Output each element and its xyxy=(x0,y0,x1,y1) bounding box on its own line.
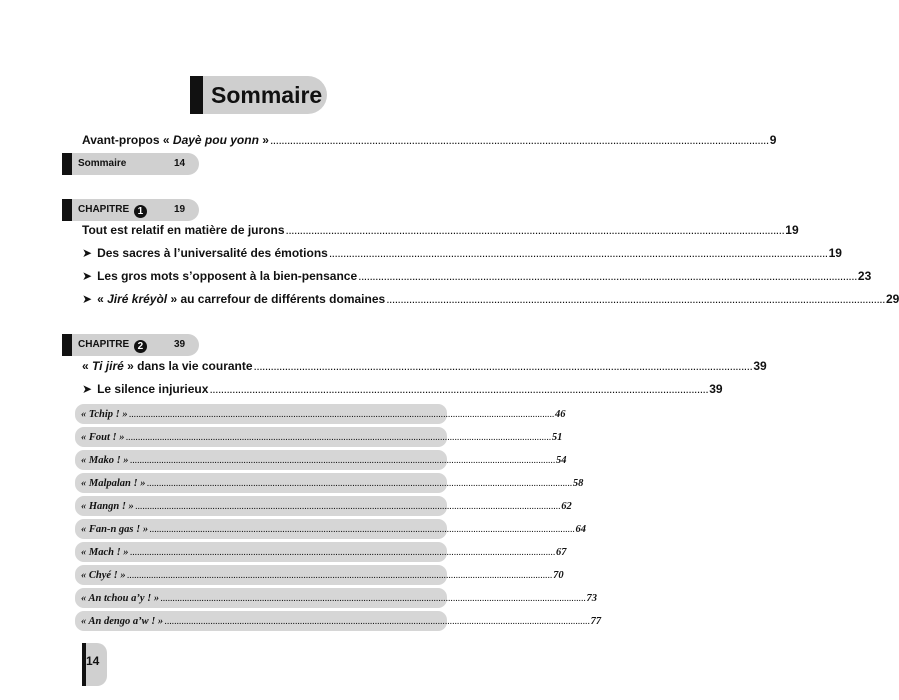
entry-label: « An tchou a’y ! » xyxy=(81,592,160,604)
entry-label: « Mach ! » xyxy=(81,546,129,558)
entry-label: « Mako ! » xyxy=(81,454,129,466)
toc-page: 9 xyxy=(769,133,777,147)
entry-page: 73 xyxy=(586,592,598,604)
chip-label: CHAPITRE 1 xyxy=(78,199,147,221)
chapter-number-badge: 2 xyxy=(134,340,147,353)
chip-label: Sommaire xyxy=(78,158,127,169)
sommaire-chip-bar xyxy=(62,153,72,175)
toc-entry-expression[interactable] xyxy=(75,427,563,447)
toc-entry-ch1-item[interactable] xyxy=(82,269,872,287)
toc-entry-expression[interactable] xyxy=(75,519,587,539)
toc-entry-expression[interactable] xyxy=(75,542,567,562)
toc-page: 19 xyxy=(828,246,842,260)
title-accent-bar xyxy=(190,76,203,114)
chapter1-chip[interactable] xyxy=(72,199,199,221)
toc-entry-ch2-item[interactable] xyxy=(82,382,723,400)
toc-leader: ................................................................................................................................................................................ xyxy=(125,431,551,443)
entry-label: « Hangn ! » xyxy=(81,500,134,512)
toc-entry-avant-propos[interactable] xyxy=(82,133,777,151)
toc-leader: ................................................................................................................................................................................ xyxy=(160,592,586,604)
toc-leader: ................................................................................................................................................................................ xyxy=(128,408,555,420)
entry-page: 77 xyxy=(590,615,602,627)
entry-label: « Fan-n gas ! » xyxy=(81,523,149,535)
toc-leader: ................................................................................................................................................................................ xyxy=(164,615,590,627)
toc-entry-text: Tout est relatif en matière de jurons xyxy=(82,223,285,237)
toc-entry-text: « Jiré kréyòl » au carrefour de différents domaines xyxy=(97,292,386,306)
toc-entry-text: Les gros mots s’opposent à la bien-pensance xyxy=(97,269,358,283)
chapter1-chip-bar xyxy=(62,199,72,221)
toc-entry-text: Avant-propos « Dayè pou yonn » xyxy=(82,133,269,147)
toc-page: 39 xyxy=(753,359,767,373)
toc-leader: ................................................................................................................................................................................ xyxy=(386,292,885,306)
toc-leader: ................................................................................................................................................................................ xyxy=(149,523,575,535)
toc-entry-expression[interactable] xyxy=(75,565,564,585)
chapter-number-badge: 1 xyxy=(134,205,147,218)
toc-leader: ................................................................................................................................................................................ xyxy=(269,133,769,147)
toc-leader: ................................................................................................................................................................................ xyxy=(285,223,785,237)
toc-leader: ................................................................................................................................................................................ xyxy=(129,546,555,558)
arrow-icon: ➤ xyxy=(82,246,93,260)
toc-leader: ................................................................................................................................................................................ xyxy=(146,477,572,489)
entry-page: 64 xyxy=(575,523,587,535)
entry-label: « An dengo a’w ! » xyxy=(81,615,164,627)
toc-leader: ................................................................................................................................................................................ xyxy=(328,246,828,260)
toc-entry-ch1-item[interactable] xyxy=(82,292,899,310)
chip-page: 19 xyxy=(174,204,186,215)
entry-page: 54 xyxy=(556,454,567,466)
chapter2-chip-bar xyxy=(62,334,72,356)
entry-page: 62 xyxy=(561,500,572,512)
page-title: Sommaire xyxy=(203,76,327,114)
toc-page: 39 xyxy=(709,382,723,396)
entry-page: 70 xyxy=(553,569,564,581)
entry-label: « Fout ! » xyxy=(81,431,125,443)
toc-entry-text: Le silence injurieux xyxy=(97,382,209,396)
toc-leader: ................................................................................................................................................................................ xyxy=(209,382,709,396)
entry-page: 51 xyxy=(551,431,563,443)
toc-leader: ................................................................................................................................................................................ xyxy=(253,359,753,373)
toc-entry-expression[interactable] xyxy=(75,450,567,470)
toc-entry-expression[interactable] xyxy=(75,611,602,631)
arrow-icon: ➤ xyxy=(82,269,93,283)
arrow-icon: ➤ xyxy=(82,292,93,306)
toc-entry-ch1-main[interactable] xyxy=(82,223,799,241)
page-number: 14 xyxy=(86,654,100,668)
toc-entry-expression[interactable] xyxy=(75,473,584,493)
entry-label: « Malpalan ! » xyxy=(81,477,146,489)
entry-page: 67 xyxy=(556,546,567,558)
entry-page: 46 xyxy=(555,408,566,420)
toc-leader: ................................................................................................................................................................................ xyxy=(358,269,857,283)
entry-label: « Chyé ! » xyxy=(81,569,126,581)
toc-page: 23 xyxy=(857,269,872,283)
toc-entry-expression[interactable] xyxy=(75,496,572,516)
entry-label: « Tchip ! » xyxy=(81,408,128,420)
toc-entry-ch1-item[interactable] xyxy=(82,246,842,264)
toc-page: 19 xyxy=(785,223,799,237)
sommaire-chip[interactable] xyxy=(72,153,199,175)
toc-entry-ch2-main[interactable] xyxy=(82,359,767,377)
arrow-icon: ➤ xyxy=(82,382,93,396)
toc-entry-text: Des sacres à l’universalité des émotions xyxy=(97,246,328,260)
toc-entry-text: « Ti jiré » dans la vie courante xyxy=(82,359,253,373)
toc-leader: ................................................................................................................................................................................ xyxy=(134,500,561,512)
toc-entry-expression[interactable] xyxy=(75,588,598,608)
toc-page: 29 xyxy=(885,292,899,306)
toc-leader: ................................................................................................................................................................................ xyxy=(126,569,553,581)
toc-leader: ................................................................................................................................................................................ xyxy=(129,454,555,466)
chapter2-chip[interactable] xyxy=(72,334,199,356)
toc-entry-expression[interactable] xyxy=(75,404,566,424)
entry-page: 58 xyxy=(572,477,584,489)
chip-label: CHAPITRE 2 xyxy=(78,334,147,356)
chip-page: 39 xyxy=(174,339,186,350)
chip-page: 14 xyxy=(174,158,186,169)
